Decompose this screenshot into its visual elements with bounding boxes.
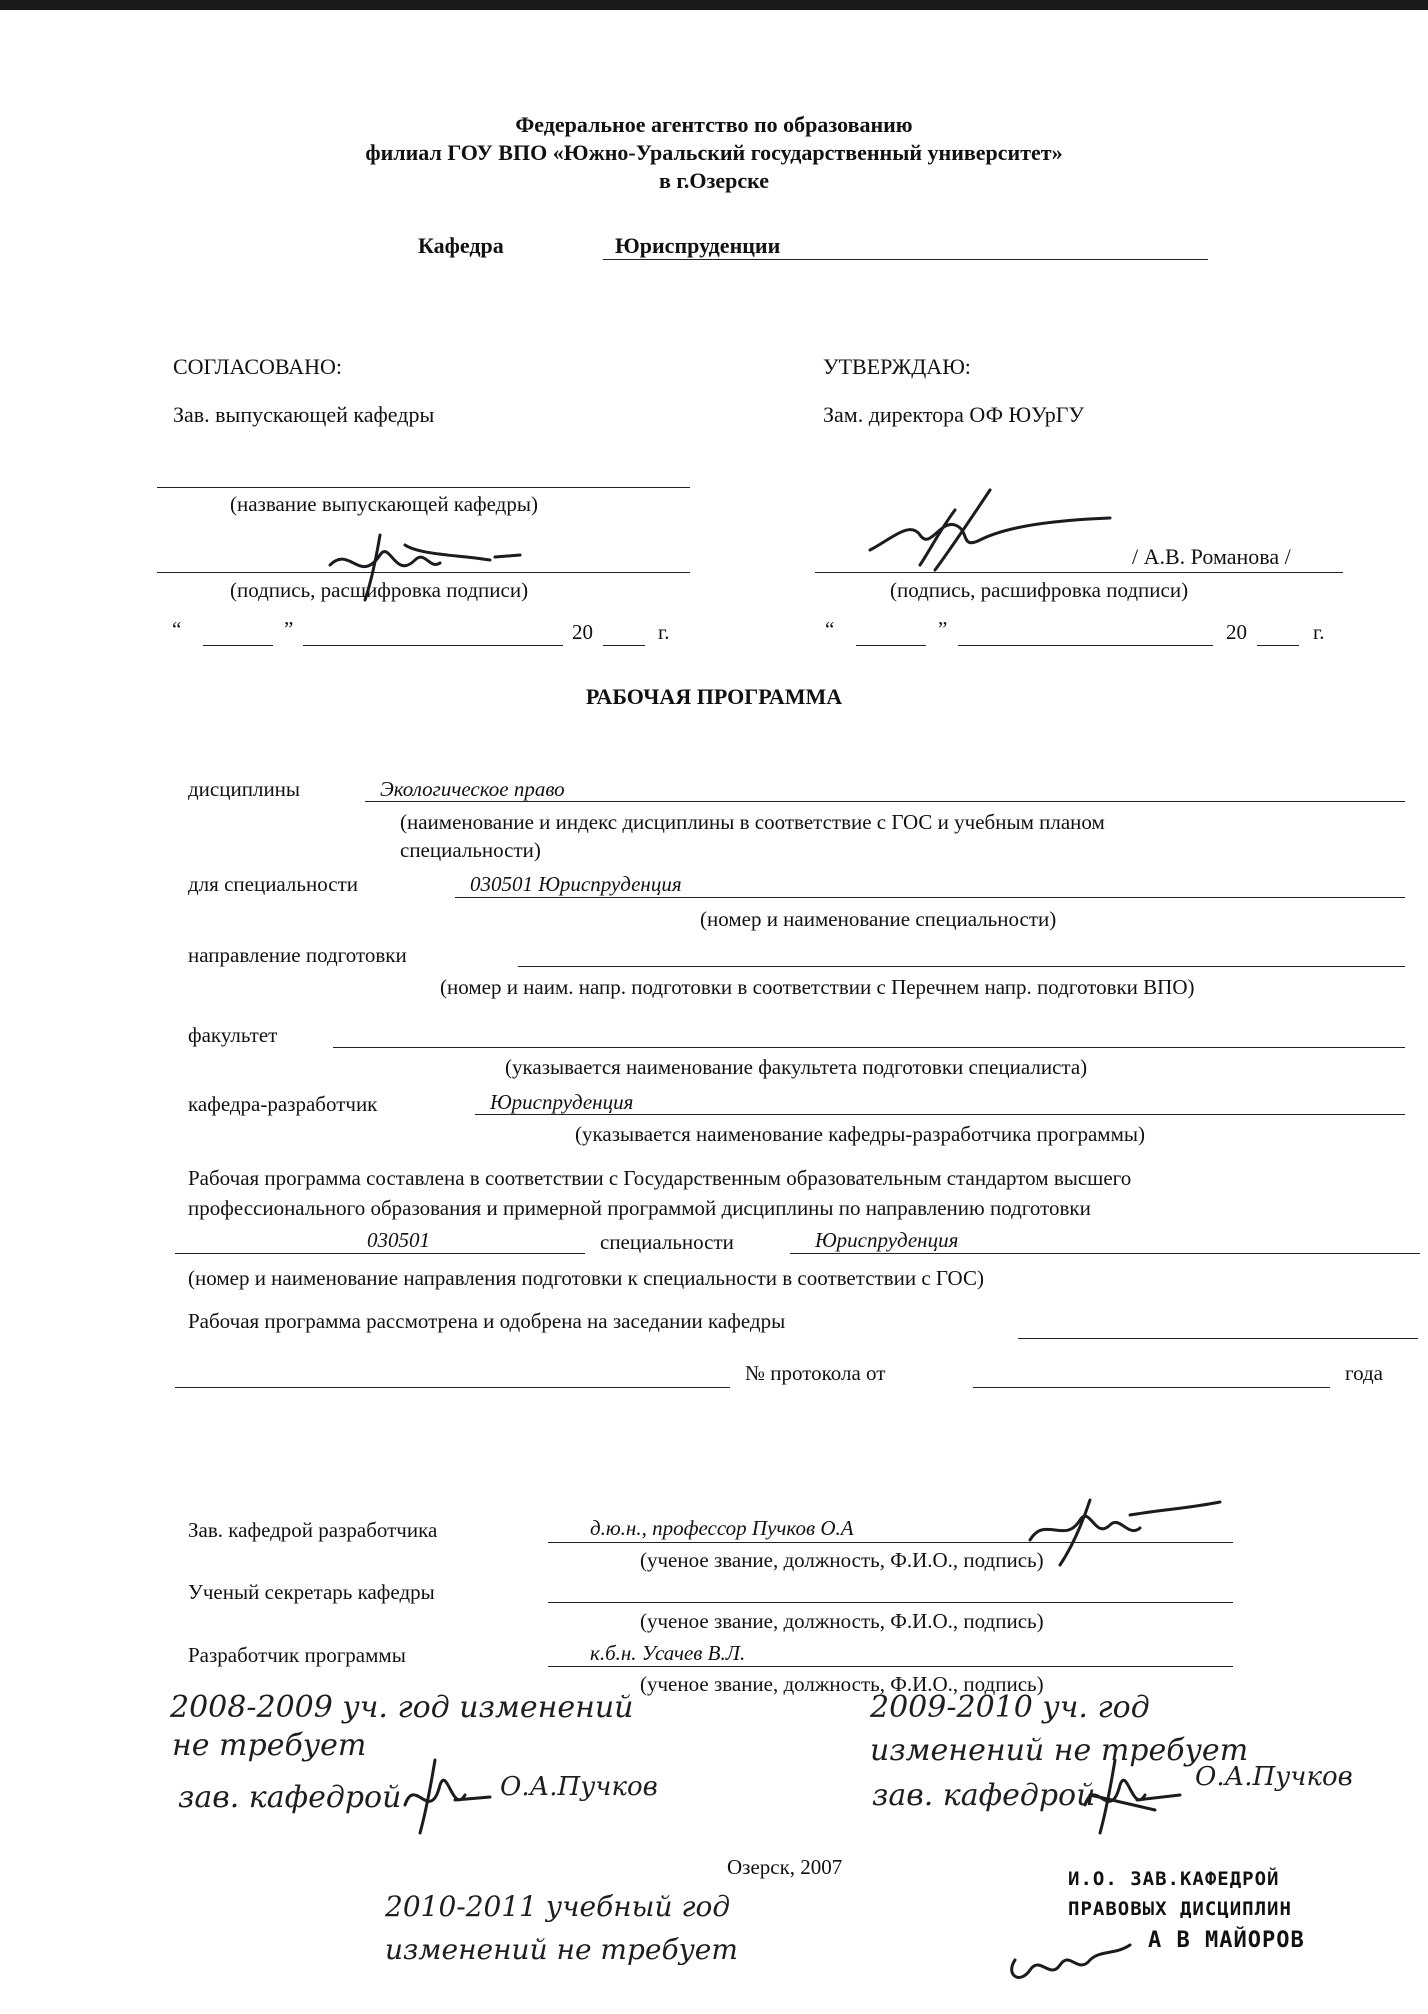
review-year-word: года <box>1345 1361 1383 1385</box>
stamp-signature-icon <box>1000 1920 1140 1990</box>
faculty-caption: (указывается наименование факультета подготовки специалиста) <box>505 1055 1088 1079</box>
discipline-line <box>365 801 1405 802</box>
review-date-line <box>1018 1338 1418 1339</box>
approve-signature-icon <box>860 480 1120 580</box>
handwritten-left-name: О.А.Пучков <box>500 1772 658 1802</box>
department-value: Юриспруденции <box>615 233 781 258</box>
stamp-line-3: А В МАЙОРОВ <box>1148 1928 1305 1953</box>
discipline-caption-line-2: специальности) <box>400 838 541 862</box>
discipline-label: дисциплины <box>188 777 301 801</box>
agreed-title: СОГЛАСОВАНО: <box>173 354 342 379</box>
discipline-value: Экологическое право <box>380 777 565 801</box>
review-protocol-line <box>973 1387 1330 1388</box>
department-line <box>603 259 1208 260</box>
agreed-year-prefix: 20 <box>572 620 593 644</box>
specialty-value: 030501 Юриспруденция <box>470 872 682 896</box>
agreed-caption-dept: (название выпускающей кафедры) <box>230 492 538 516</box>
approve-date-open-quote: “ <box>825 617 835 641</box>
agreed-day-line <box>203 645 273 646</box>
handwritten-right-name: О.А.Пучков <box>1195 1762 1353 1792</box>
compliance-line-2: профессионального образования и примерной программой дисциплины по направлению подготовки <box>188 1196 1091 1220</box>
specialty-label: для специальности <box>188 872 358 896</box>
header-line-2: филиал ГОУ ВПО «Южно-Уральский государственный университет» <box>365 140 1063 165</box>
head-value: д.ю.н., профессор Пучков О.А <box>590 1516 854 1540</box>
specialty-caption: (номер и наименование специальности) <box>700 907 1057 931</box>
approve-date-close-quote: ” <box>938 617 948 641</box>
handwritten-bottom-line-2: изменений не требует <box>385 1933 738 1966</box>
compliance-caption: (номер и наименование направления подготовки к специальности в соответствии с ГОС) <box>188 1266 984 1290</box>
agreed-dept-line <box>157 487 690 488</box>
handwritten-bottom-line-1: 2010-2011 учебный год <box>385 1890 731 1923</box>
scan-top-border <box>0 0 1428 10</box>
approve-year-prefix: 20 <box>1226 620 1247 644</box>
approve-title: УТВЕРЖДАЮ: <box>823 354 971 379</box>
compliance-spec-label: специальности <box>600 1230 734 1254</box>
approve-day-line <box>856 645 926 646</box>
direction-caption: (номер и наим. напр. подготовки в соответствии с Перечнем напр. подготовки ВПО) <box>440 975 1195 999</box>
developer-label: Разработчик программы <box>188 1643 406 1667</box>
developer-dept-line <box>475 1114 1405 1115</box>
agreed-position: Зав. выпускающей кафедры <box>173 402 435 427</box>
compliance-code: 030501 <box>367 1228 430 1252</box>
handwritten-left-signature-icon <box>395 1755 495 1835</box>
developer-caption: (ученое звание, должность, Ф.И.О., подпись) <box>640 1672 1044 1696</box>
developer-value: к.б.н. Усачев В.Л. <box>590 1641 746 1665</box>
agreed-year-line <box>603 645 645 646</box>
secretary-caption: (ученое звание, должность, Ф.И.О., подпись) <box>640 1609 1044 1633</box>
agreed-signature-icon <box>320 525 540 605</box>
approve-month-line <box>958 645 1213 646</box>
faculty-line <box>333 1047 1405 1048</box>
approve-name: / А.В. Романова / <box>1132 544 1291 569</box>
handwritten-right-line-2: изменений не требует <box>870 1733 1249 1768</box>
document-title: РАБОЧАЯ ПРОГРАММА <box>585 684 843 709</box>
compliance-spec-line <box>790 1253 1420 1254</box>
specialty-line <box>455 897 1405 898</box>
developer-dept-value: Юриспруденция <box>490 1090 634 1114</box>
head-signature-icon <box>1010 1490 1230 1570</box>
secretary-line <box>548 1602 1233 1603</box>
approve-year-line <box>1257 645 1299 646</box>
agreed-month-line <box>303 645 563 646</box>
secretary-label: Ученый секретарь кафедры <box>188 1580 435 1604</box>
agreed-caption-signature: (подпись, расшифровка подписи) <box>230 578 529 602</box>
approve-caption-signature: (подпись, расшифровка подписи) <box>890 578 1189 602</box>
approve-year-suffix: г. <box>1313 620 1325 644</box>
stamp-line-1: И.О. ЗАВ.КАФЕДРОЙ <box>1068 1868 1280 1890</box>
developer-dept-label: кафедра-разработчик <box>188 1092 378 1116</box>
handwritten-left-line-1: 2008-2009 уч. год изменений <box>170 1690 634 1725</box>
handwritten-right-line-3: зав. кафедрой <box>872 1778 1096 1813</box>
compliance-spec-value: Юриспруденция <box>815 1228 959 1252</box>
agreed-date-open-quote: “ <box>172 617 182 641</box>
direction-line <box>518 966 1405 967</box>
header-line-3: в г.Озерске <box>659 168 769 193</box>
faculty-label: факультет <box>188 1023 278 1047</box>
handwritten-right-line-1: 2009-2010 уч. год <box>870 1690 1150 1725</box>
review-left-line <box>175 1387 730 1388</box>
agreed-year-suffix: г. <box>658 620 670 644</box>
handwritten-left-line-2: не требует <box>172 1728 367 1763</box>
compliance-line-1: Рабочая программа составлена в соответствии с Государственным образовательным стандартом высшего <box>188 1166 1132 1190</box>
direction-label: направление подготовки <box>188 943 407 967</box>
compliance-code-line <box>175 1253 585 1254</box>
approve-position: Зам. директора ОФ ЮУрГУ <box>823 402 1085 427</box>
agreed-date-close-quote: ” <box>284 617 294 641</box>
department-label: Кафедра <box>418 233 504 258</box>
head-caption: (ученое звание, должность, Ф.И.О., подпись) <box>640 1548 1044 1572</box>
handwritten-right-signature-icon <box>1075 1755 1185 1835</box>
header-line-1: Федеральное агентство по образованию <box>515 112 913 137</box>
review-line: Рабочая программа рассмотрена и одобрена на заседании кафедры <box>188 1309 786 1333</box>
stamp-line-2: ПРАВОВЫХ ДИСЦИПЛИН <box>1068 1898 1292 1920</box>
handwritten-left-line-3: зав. кафедрой <box>178 1780 402 1815</box>
developer-dept-caption: (указывается наименование кафедры-разработчика программы) <box>575 1122 1145 1146</box>
discipline-caption-line-1: (наименование и индекс дисциплины в соответствие с ГОС и учебным планом <box>400 810 1105 834</box>
review-protocol-label: № протокола от <box>745 1361 886 1385</box>
footer-city-year: Озерск, 2007 <box>727 1855 843 1879</box>
developer-line <box>548 1666 1233 1667</box>
head-label: Зав. кафедрой разработчика <box>188 1518 438 1542</box>
